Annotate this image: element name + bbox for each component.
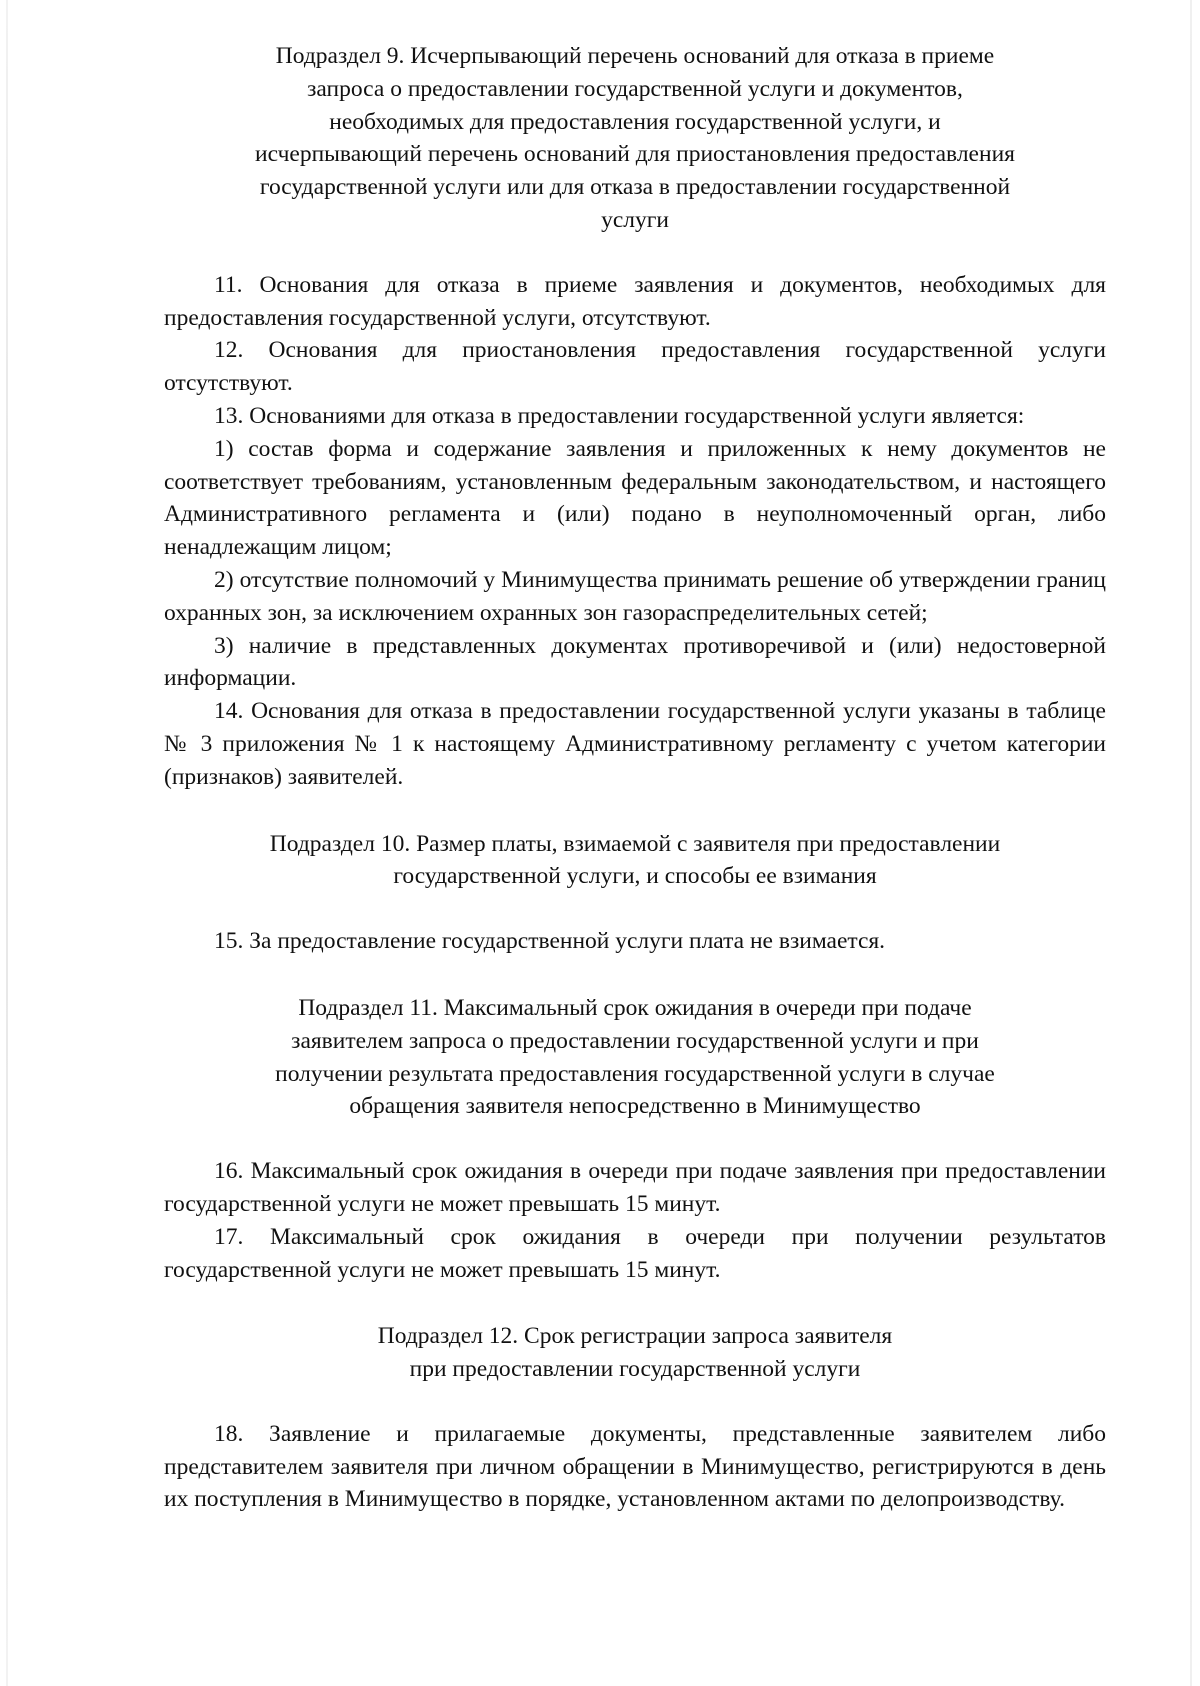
paragraph: 2) отсутствие полномочий у Минимущества принимать решение об утверждении границ охранных зон, за исключением охранных зон газораспределительных сетей; — [164, 566, 1106, 626]
paragraph: 18. Заявление и прилагаемые документы, представленные заявителем либо представителем заявителя при личном обращении в Минимущество, регистрируются в день их поступления в Минимущество в порядке, установленном актами по делопроизводству. — [164, 1420, 1106, 1513]
paragraph: 17. Максимальный срок ожидания в очереди при получении результатов государственной услуги не может превышать 15 минут. — [164, 1223, 1106, 1283]
section-body — [164, 269, 1106, 794]
section-body — [164, 1418, 1106, 1516]
paragraph: 13. Основаниями для отказа в предоставлении государственной услуги является: — [214, 402, 1025, 429]
paragraph: 11. Основания для отказа в приеме заявления и документов, необходимых для предоставления государственной услуги, отсутствуют. — [164, 271, 1106, 331]
section-heading: Подраздел 9. Исчерпывающий перечень оснований для отказа в приеме запроса о предоставлении государственной услуги и документов, необходимых для предоставления государственной услуги, и исчерпывающий перечень оснований для приостановления предоставления государственной услуги или для отказа в предоставлении государственной услуги — [255, 43, 1015, 233]
scan-edge-left — [6, 0, 8, 1686]
section-heading: Подраздел 10. Размер платы, взимаемой с заявителя при предоставлении государственной услуги, и способы ее взимания — [269, 830, 1001, 890]
section-1 — [164, 40, 1106, 794]
paragraph: 3) наличие в представленных документах противоречивой и (или) недостоверной информации. — [164, 632, 1106, 692]
paragraph: 15. За предоставление государственной услуги плата не взимается. — [214, 928, 886, 955]
section-2 — [164, 828, 1106, 958]
paragraph: 1) состав форма и содержание заявления и приложенных к нему документов не соответствует требованиям, установленным федеральным законодательством, и настоящего Административного регламента и (или) подано в неуполномоченный орган, либо ненадлежащим лицом; — [164, 435, 1106, 561]
section-body — [164, 925, 1106, 958]
section-heading: Подраздел 12. Срок регистрации запроса заявителя при предоставлении государственной услуги — [377, 1323, 893, 1383]
section-4 — [164, 1320, 1106, 1516]
paragraph: 12. Основания для приостановления предоставления государственной услуги отсутствуют. — [164, 337, 1106, 397]
document-page — [164, 40, 1106, 1550]
scan-edge-right — [1190, 0, 1192, 1686]
paragraph: 14. Основания для отказа в предоставлении государственной услуги указаны в таблице № 3 приложения № 1 к настоящему Административному регламенту с учетом категории (признаков) заявителей. — [164, 698, 1106, 790]
paragraph: 16. Максимальный срок ожидания в очереди при подаче заявления при предоставлении государственной услуги не может превышать 15 минут. — [164, 1158, 1106, 1217]
section-3 — [164, 992, 1106, 1286]
section-heading: Подраздел 11. Максимальный срок ожидания в очереди при подаче заявителем запроса о предоставлении государственной услуги и при получении результата предоставления государственной услуги в случае обращения заявителя непосредственно в Минимущество — [275, 994, 995, 1120]
section-body — [164, 1155, 1106, 1286]
